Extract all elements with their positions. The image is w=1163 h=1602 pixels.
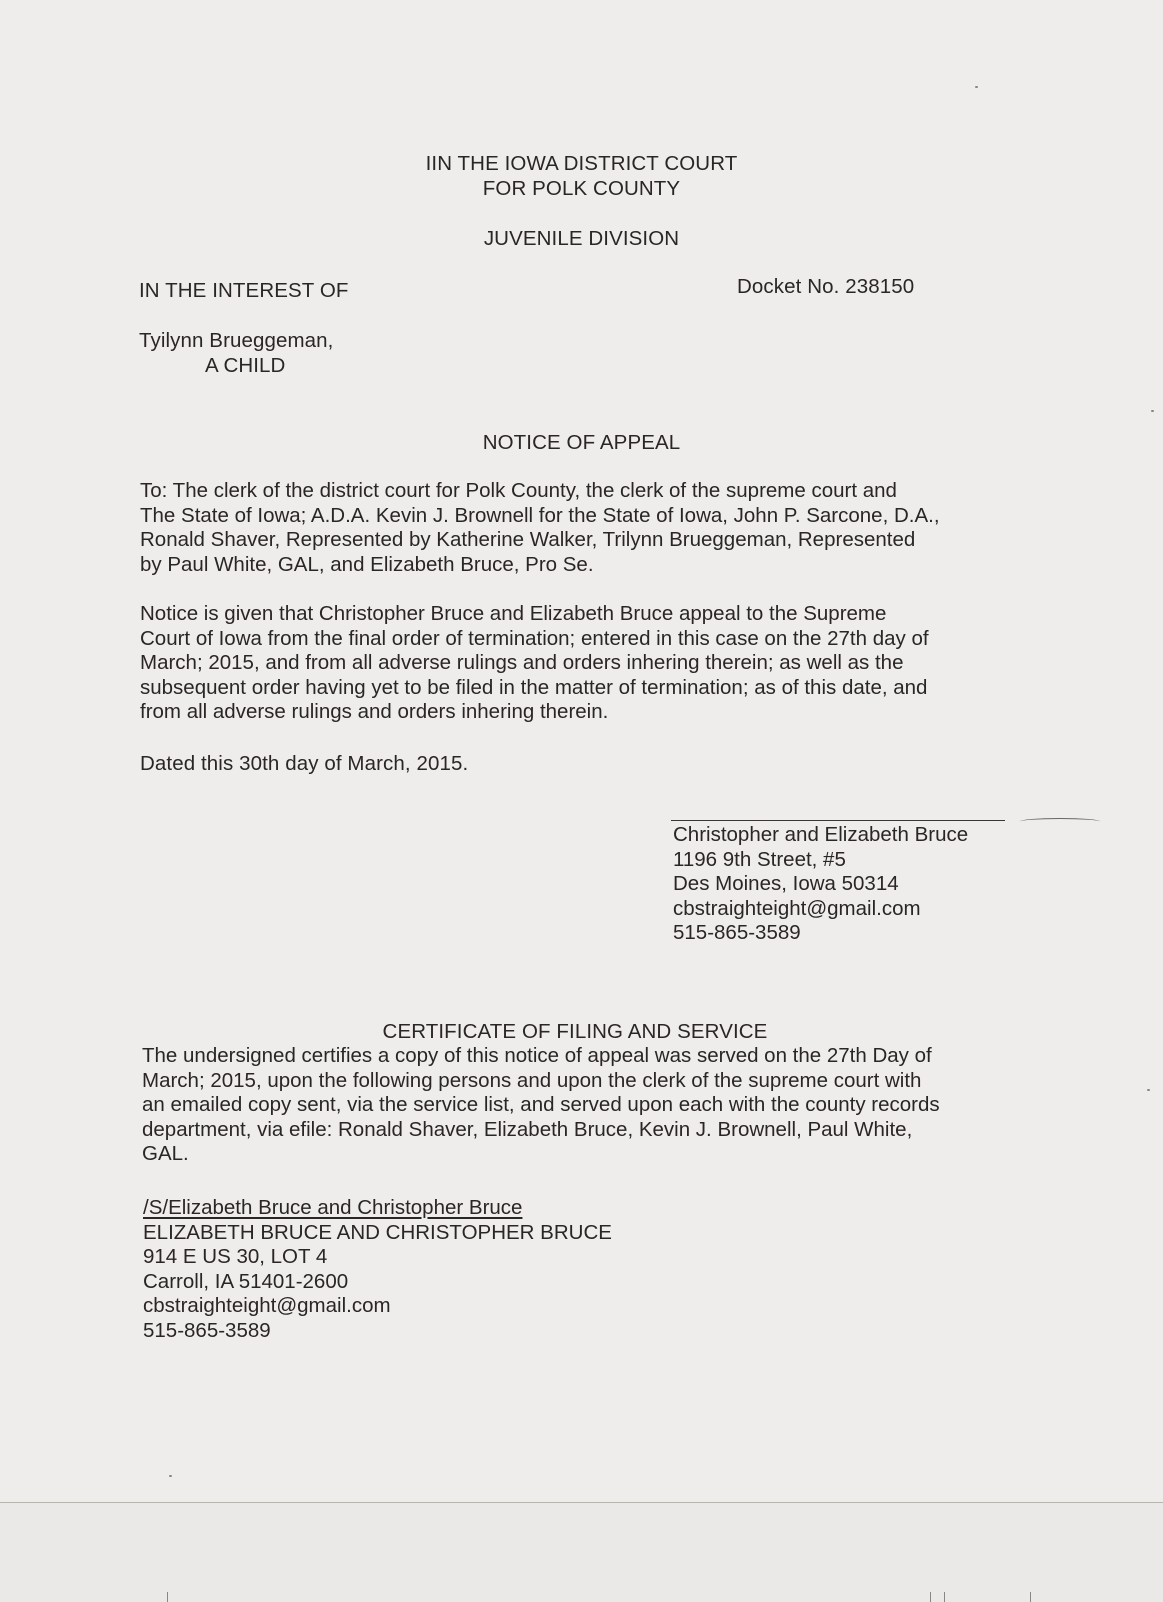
footer-signature-block [143,1196,612,1343]
scan-edge-mark [930,1592,931,1602]
addressee-line: Ronald Shaver, Represented by Katherine Walker, Trilynn Brueggeman, Represented [140,528,916,551]
stray-pen-mark [1020,818,1100,825]
child-label: A CHILD [205,354,286,377]
notice-body-line: Notice is given that Christopher Bruce and Elizabeth Bruce appeal to the Supreme [140,602,887,625]
notice-title: NOTICE OF APPEAL [482,431,681,454]
division-heading: JUVENILE DIVISION [483,227,680,250]
signature-block [673,823,968,946]
signer-address-2: Des Moines, Iowa 50314 [673,872,899,895]
scan-speck [1147,1089,1150,1091]
addressee-line: by Paul White, GAL, and Elizabeth Bruce, Pro Se. [140,552,594,576]
signer-email: cbstraighteight@gmail.com [673,896,921,920]
docket-number: Docket No. 238150 [737,275,915,298]
addressee-line: To: The clerk of the district court for Polk County, the clerk of the supreme court and [140,479,897,502]
scan-edge-mark [944,1592,945,1602]
scan-edge-mark [167,1592,168,1602]
scan-edge-mark [1030,1592,1031,1602]
signer-address-1: 1196 9th Street, #5 [673,847,846,871]
scan-speck [975,86,978,88]
signature-line [671,820,1005,821]
dated-line: Dated this 30th day of March, 2015. [140,752,469,775]
scan-speck [1151,410,1154,412]
notice-body-line: March; 2015, and from all adverse rulings and orders inhering therein; as well as the [140,651,904,674]
notice-body-line: from all adverse rulings and orders inhering therein. [140,700,609,723]
court-heading-line-2: FOR POLK COUNTY [482,177,681,200]
footer-phone: 515-865-3589 [143,1318,271,1342]
footer-address-1: 914 E US 30, LOT 4 [143,1245,328,1268]
notice-body-line: subsequent order having yet to be filed in the matter of termination; as of this date, and [140,675,928,699]
signer-name: Christopher and Elizabeth Bruce [673,823,969,846]
certificate-line: an emailed copy sent, via the service list, and served upon each with the county records [142,1093,940,1116]
addressee-line: The State of Iowa; A.D.A. Kevin J. Brownell for the State of Iowa, John P. Sarcone, D.A., [140,503,940,527]
signer-phone: 515-865-3589 [673,921,801,944]
certificate-line: GAL. [142,1142,189,1165]
certificate-title: CERTIFICATE OF FILING AND SERVICE [382,1020,768,1043]
certificate-paragraph [142,1044,940,1167]
scan-speck [169,1475,172,1477]
notice-body-line: Court of Iowa from the final order of termination; entered in this case on the 27th day of [140,626,929,650]
footer-address-2: Carroll, IA 51401-2600 [143,1269,349,1293]
notice-body-paragraph [140,602,929,725]
certificate-line: March; 2015, upon the following persons and upon the clerk of the supreme court with [142,1068,922,1092]
addressee-paragraph [140,479,940,577]
child-name: Tyilynn Brueggeman, [139,329,334,352]
electronic-signature: /S/Elizabeth Bruce and Christopher Bruce [143,1196,523,1219]
certificate-line: The undersigned certifies a copy of this notice of appeal was served on the 27th Day of [142,1044,932,1067]
in-the-interest-of-label: IN THE INTEREST OF [139,279,349,302]
certificate-line: department, via efile: Ronald Shaver, Elizabeth Bruce, Kevin J. Brownell, Paul White, [142,1117,913,1141]
footer-names: ELIZABETH BRUCE AND CHRISTOPHER BRUCE [143,1220,612,1244]
footer-email: cbstraighteight@gmail.com [143,1294,391,1317]
court-heading-line-1: IIN THE IOWA DISTRICT COURT [425,152,738,175]
